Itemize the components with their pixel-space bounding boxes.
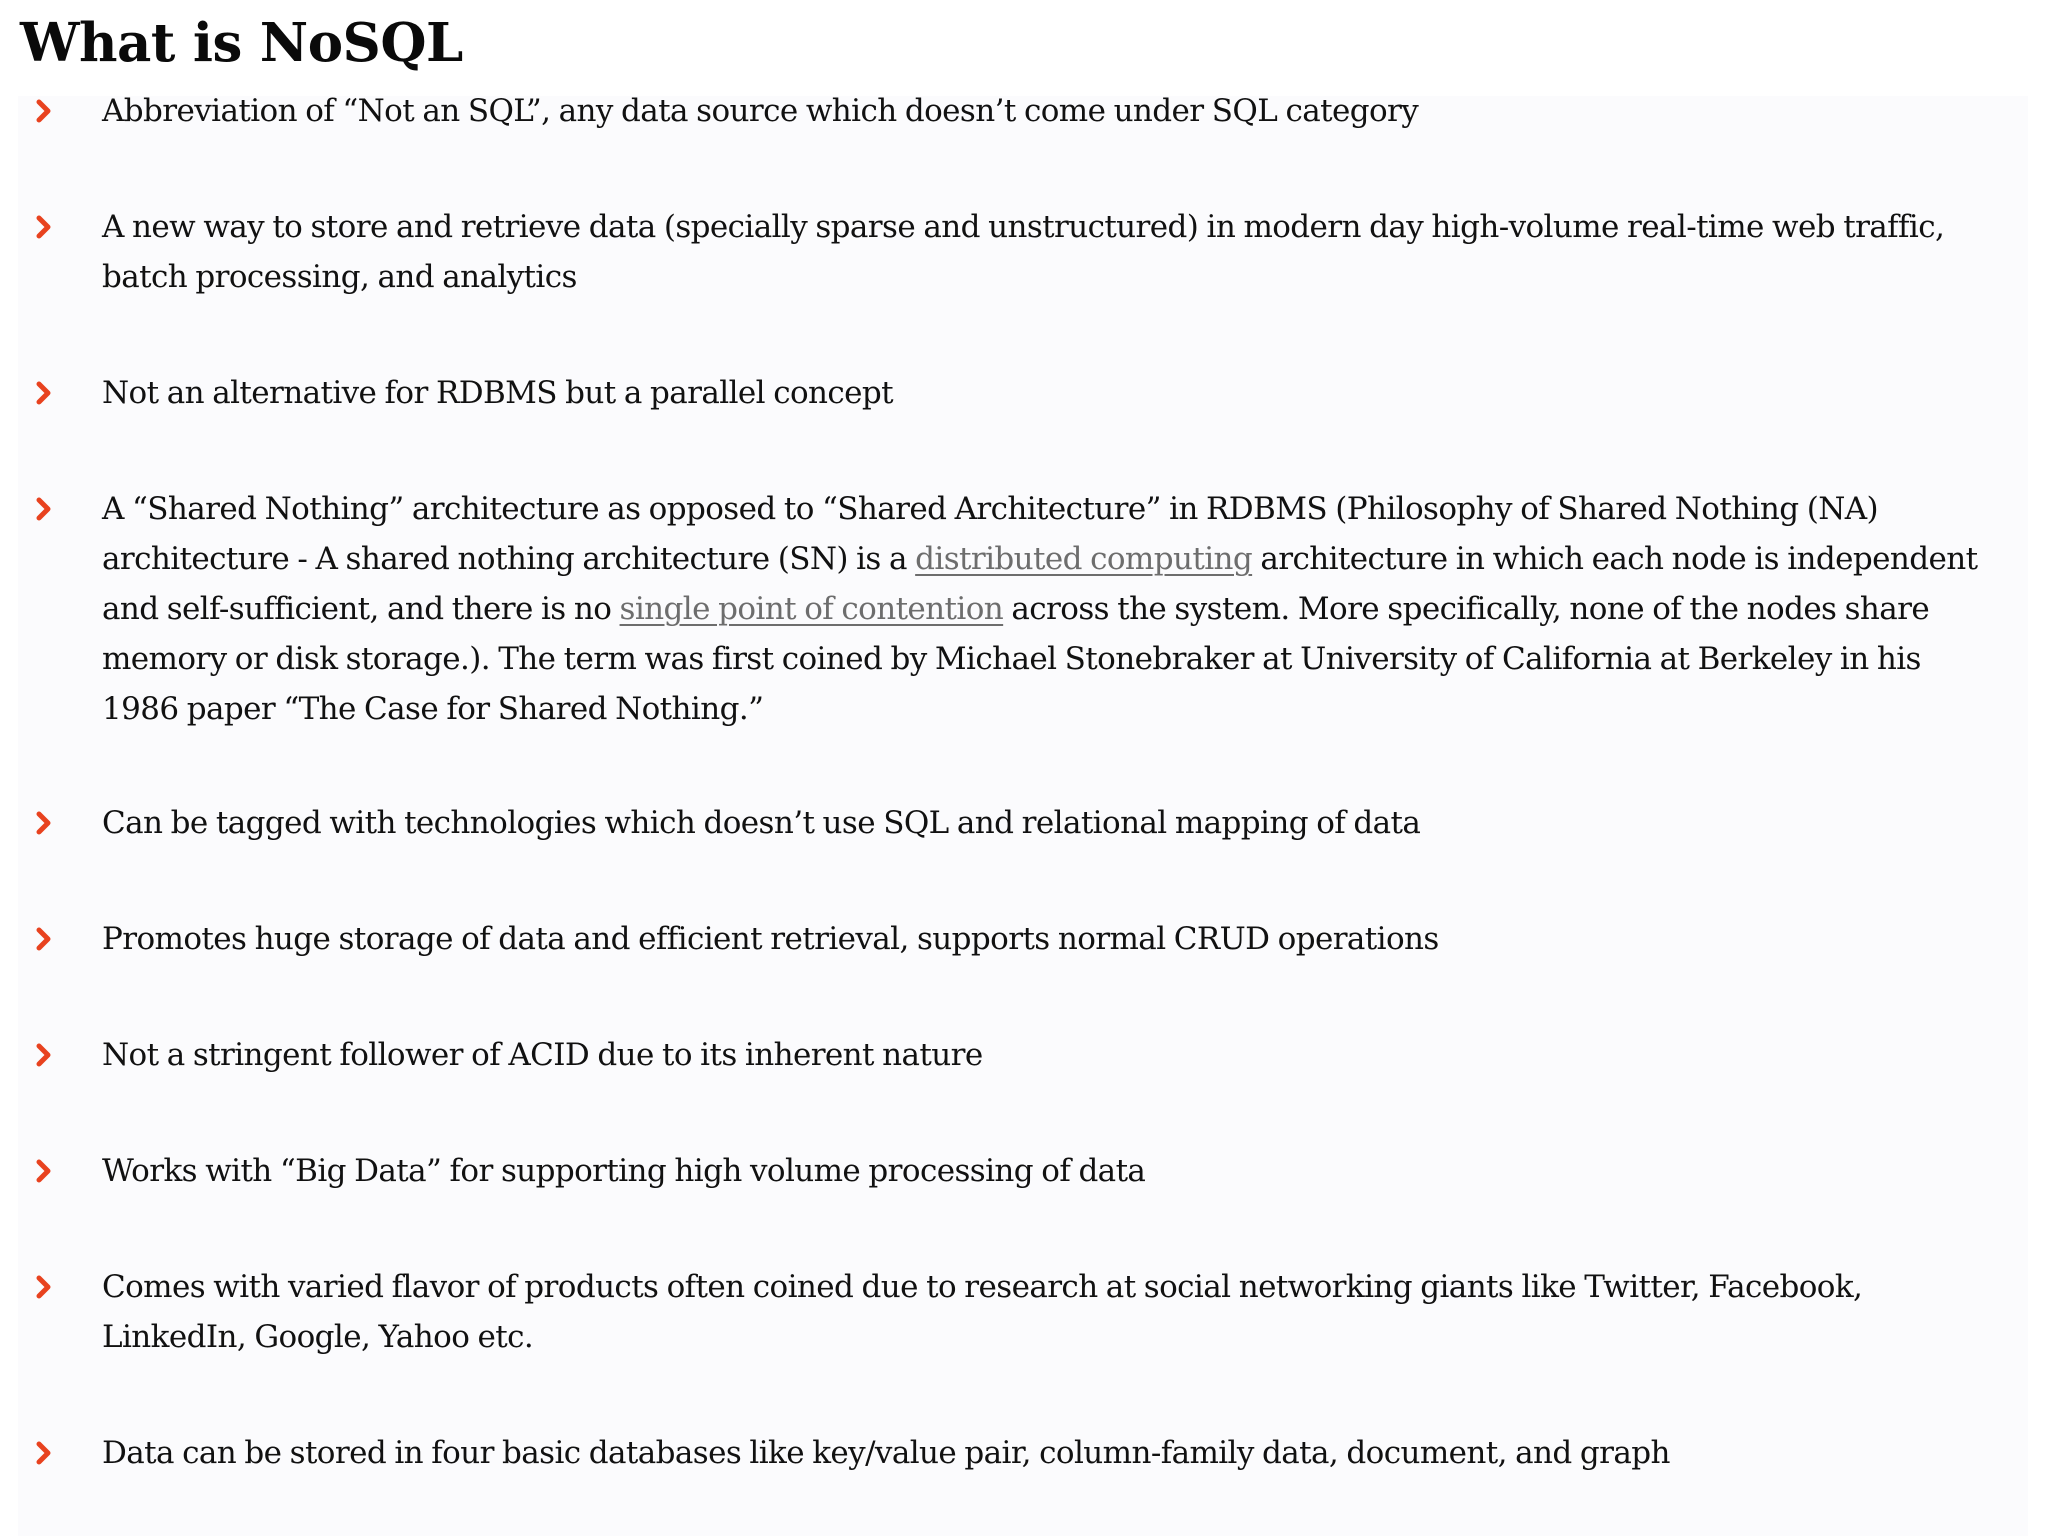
- chevron-right-icon: [34, 1040, 54, 1070]
- chevron-right-icon: [34, 494, 54, 524]
- bullet-text-2: A new way to store and retrieve data (specially sparse and unstructured) in modern day high-volume real-time web traffic, batch processing, and analytics: [102, 209, 1945, 295]
- chevron-right-icon: [34, 924, 54, 954]
- chevron-right-icon: [34, 212, 54, 242]
- slide-title: What is NoSQL: [20, 12, 463, 74]
- distributed-computing-link[interactable]: distributed computing: [915, 541, 1253, 577]
- chevron-right-icon: [34, 96, 54, 126]
- bullet-text-5: Can be tagged with technologies which doesn’t use SQL and relational mapping of data: [102, 805, 1421, 841]
- chevron-right-icon: [34, 1156, 54, 1186]
- bullet-text-8: Works with “Big Data” for supporting high volume processing of data: [102, 1153, 1146, 1189]
- chevron-right-icon: [34, 378, 54, 408]
- single-point-of-contention-link[interactable]: single point of contention: [619, 591, 1004, 627]
- bullet-text-4-part-3: across the system. More specifically, none of the nodes share memory or disk storage.). The term was first coined by Michael Stonebraker at University of California at Berkeley in his 1986 paper “The Case for Shared Nothing.”: [102, 591, 1930, 727]
- bullet-text-4-part-2: architecture in which each node is independent and self-sufficient, and there is no: [102, 541, 1978, 627]
- chevron-right-icon: [34, 808, 54, 838]
- bullet-text-7: Not a stringent follower of ACID due to its inherent nature: [102, 1037, 983, 1073]
- bullet-text-3: Not an alternative for RDBMS but a parallel concept: [102, 375, 893, 411]
- chevron-right-icon: [34, 1438, 54, 1468]
- bullet-text-9: Comes with varied flavor of products often coined due to research at social networking giants like Twitter, Facebook, LinkedIn, Google, Yahoo etc.: [102, 1269, 1863, 1355]
- chevron-right-icon: [34, 1272, 54, 1302]
- bullet-text-6: Promotes huge storage of data and efficient retrieval, supports normal CRUD operations: [102, 921, 1439, 957]
- bullet-text-4-part-1: A “Shared Nothing” architecture as opposed to “Shared Architecture” in RDBMS (Philosophy of Shared Nothing (NA) architecture - A shared nothing architecture (SN) is a: [102, 491, 1879, 577]
- bullet-text-1: Abbreviation of “Not an SQL”, any data source which doesn’t come under SQL category: [102, 93, 1419, 129]
- bullet-text-10: Data can be stored in four basic databases like key/value pair, column-family data, document, and graph: [102, 1435, 1670, 1471]
- bullet-text-4: [102, 484, 1992, 734]
